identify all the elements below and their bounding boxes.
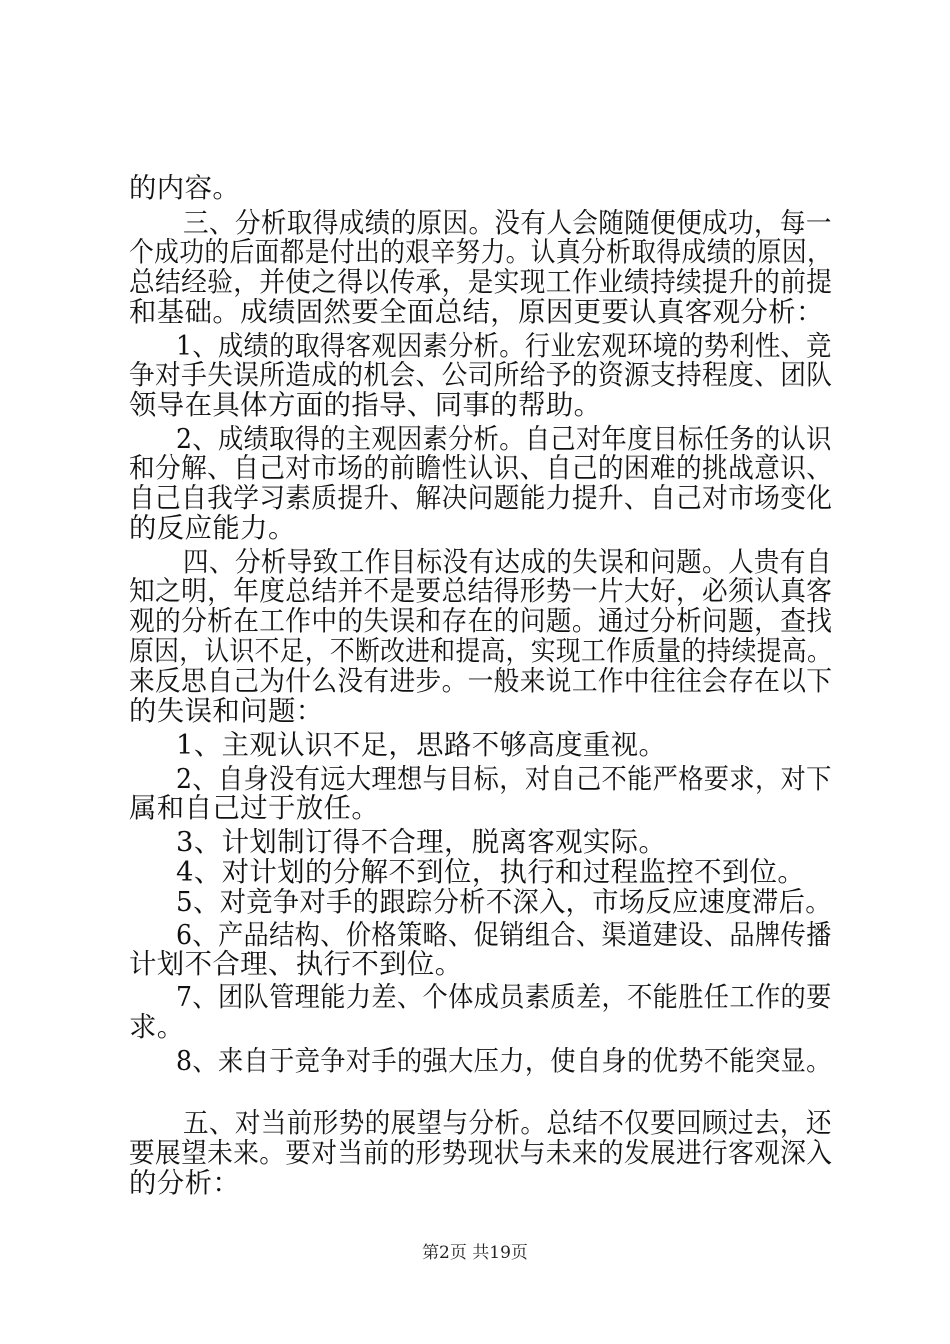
text-line: 求。 [129,1012,185,1043]
text-line: 计划不合理、执行不到位。 [129,949,463,980]
text-line: 3、计划制订得不合理，脱离客观实际。 [176,827,667,858]
text-line: 和分解、自己对市场的前瞻性认识、自己的困难的挑战意识、 [129,453,833,484]
page-number-footer: 第2页 共19页 [422,1243,528,1263]
text-line: 2、自身没有远大理想与目标，对自己不能严格要求，对下 [176,764,832,795]
text-line: 1、成绩的取得客观因素分析。行业宏观环境的势利性、竞 [176,331,832,362]
text-line: 的失误和问题： [129,696,324,727]
text-line: 来反思自己为什么没有进步。一般来说工作中往往会存在以下 [129,666,833,697]
text-line: 的反应能力。 [129,513,296,544]
text-line: 四、分析导致工作目标没有达成的失误和问题。人贵有自 [183,547,832,578]
text-line: 知之明，年度总结并不是要总结得形势一片大好，必须认真客 [129,576,833,607]
text-line: 要展望未来。要对当前的形势现状与未来的发展进行客观深入 [129,1138,833,1169]
text-line: 8、来自于竞争对手的强大压力，使自身的优势不能突显。 [176,1046,832,1077]
text-line: 1、主观认识不足，思路不够高度重视。 [176,730,667,761]
text-line: 6、产品结构、价格策略、促销组合、渠道建设、品牌传播 [176,920,832,951]
text-line: 个成功的后面都是付出的艰辛努力。认真分析取得成绩的原因， [129,237,833,268]
text-line: 7、团队管理能力差、个体成员素质差，不能胜任工作的要 [176,982,832,1013]
text-line: 的内容。 [129,173,241,204]
text-line: 观的分析在工作中的失误和存在的问题。通过分析问题，查找 [129,606,833,637]
text-line: 争对手失误所造成的机会、公司所给予的资源支持程度、团队 [129,360,833,391]
text-line: 原因，认识不足，不断改进和提高，实现工作质量的持续提高。 [129,636,833,667]
text-line: 三、分析取得成绩的原因。没有人会随随便便成功，每一 [183,208,832,239]
text-line: 属和自己过于放任。 [129,793,380,824]
text-line: 4、对计划的分解不到位，执行和过程监控不到位。 [176,857,806,888]
text-line: 领导在具体方面的指导、同事的帮助。 [129,390,602,421]
text-line: 的分析： [129,1168,241,1199]
text-line: 5、对竞争对手的跟踪分析不深入，市场反应速度滞后。 [176,887,832,918]
text-line: 五、对当前形势的展望与分析。总结不仅要回顾过去，还 [183,1108,832,1139]
text-line: 总结经验，并使之得以传承，是实现工作业绩持续提升的前提 [129,267,833,298]
text-line: 2、成绩取得的主观因素分析。自己对年度目标任务的认识 [176,424,832,455]
text-line: 自己自我学习素质提升、解决问题能力提升、自己对市场变化 [129,483,833,514]
text-line: 和基础。成绩固然要全面总结，原因更要认真客观分析： [129,297,824,328]
